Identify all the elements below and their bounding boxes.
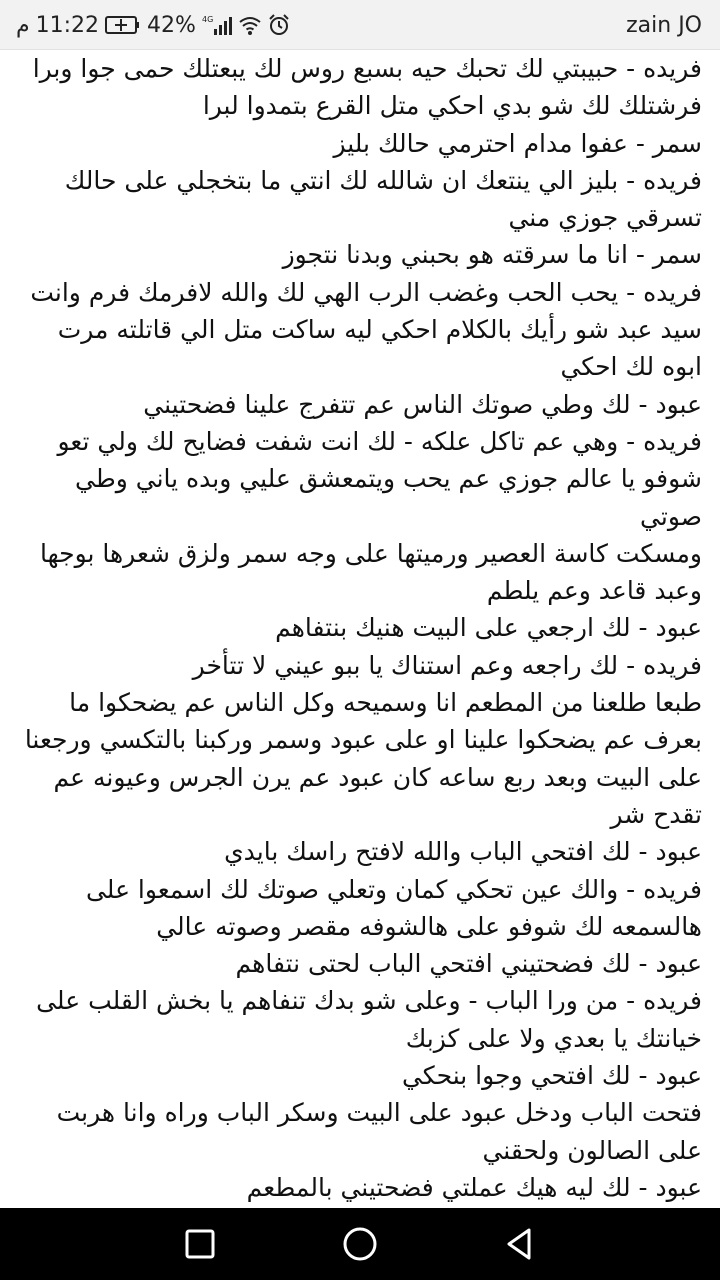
story-paragraph: سمر - عفوا مدام احترمي حالك بليز: [333, 128, 702, 158]
story-paragraph: فريده - حبيبتي لك تحبك حيه بسبع روس لك يبعتلك حمى جوا وبرا فرشتلك لك شو بدي احكي متل القرع بتمدوا لبرا: [32, 54, 702, 121]
story-paragraph: فريده - لك راجعه وعم استناك يا ببو عيني لا تتأخر: [192, 650, 702, 680]
story-paragraph: عبود - لك افتحي وجوا بنحكي: [401, 1061, 702, 1091]
signal-icon: [202, 14, 232, 36]
svg-text:4G: 4G: [201, 15, 214, 24]
story-paragraph: فريده - يحب الحب وغضب الرب الهي لك والله لافرمك فرم وانت سيد عبد شو رأيك بالكلام احكي ليه ساكت متل الي قاتلته مرت ابوه لك احكي: [30, 277, 702, 382]
story-text: [18, 50, 702, 1208]
story-paragraph: طبعا طلعنا من المطعم انا وسميحه وكل الناس عم يضحكوا ما بعرف عم يضحكوا علينا او على عبود وسمر وركبنا بالتكسي ورجعنا على البيت وبعد ربع ساعه كان عبود عم يرن الجرس وعيونه عم تقدح شر: [24, 688, 702, 829]
home-circle-icon[interactable]: [340, 1224, 380, 1264]
back-triangle-icon[interactable]: [500, 1224, 540, 1264]
battery-icon: [105, 15, 141, 35]
story-paragraph: عبود - لك فضحتيني افتحي الباب لحتى نتفاهم: [235, 949, 702, 979]
story-paragraph: عبود - لك ليه هيك عملتي فضحتيني بالمطعم: [246, 1172, 702, 1202]
recents-square-icon[interactable]: [180, 1224, 220, 1264]
story-paragraph: فتحت الباب ودخل عبود على البيت وسكر الباب وراه وانا هربت على الصالون ولحقني: [56, 1098, 702, 1165]
wifi-icon: [238, 15, 262, 35]
carrier-name: zain JO: [626, 12, 702, 38]
battery-percent: 42%: [147, 12, 196, 38]
story-paragraph: فريده - والك عين تحكي كمان وتعلي صوتك لك اسمعوا على هالسمعه لك شوفو على هالشوفه مقصر وصوته عالي: [85, 874, 702, 941]
status-left-group: [16, 10, 290, 40]
time-suffix: م: [16, 12, 30, 38]
story-paragraph: فريده - وهي عم تاكل علكه - لك انت شفت فضايح لك ولي تعو شوفو يا عالم جوزي عم يحب ويتمعشق عليي وبده ياني وطي صوتي: [57, 426, 702, 531]
story-paragraph: عبود - لك وطي صوتك الناس عم تتفرج علينا فضحتيني: [143, 389, 702, 419]
alarm-icon: [268, 14, 290, 36]
story-paragraph: عبود - لك ارجعي على البيت هنيك بنتفاهم: [275, 613, 702, 643]
story-paragraph: فريده - من ورا الباب - وعلى شو بدك تنفاهم يا بخش القلب على خيانتك يا بعدي ولا على كزبك: [36, 986, 702, 1053]
story-paragraph: عبود - لك افتحي الباب والله لافتح راسك بايدي: [224, 837, 702, 867]
status-bar: [0, 0, 720, 50]
clock-time: 11:22: [35, 12, 100, 38]
navigation-bar: [0, 1208, 720, 1280]
story-paragraph: سمر - انا ما سرقته هو بحبني وبدنا نتجوز: [282, 240, 702, 270]
story-paragraph: ومسكت كاسة العصير ورميتها على وجه سمر ولزق شعرها بوجها وعبد قاعد وعم يلطم: [39, 538, 702, 606]
story-paragraph: فريده - بليز الي ينتعك ان شالله لك انتي ما بتخجلي على حالك تسرقي جوزي مني: [64, 165, 702, 233]
